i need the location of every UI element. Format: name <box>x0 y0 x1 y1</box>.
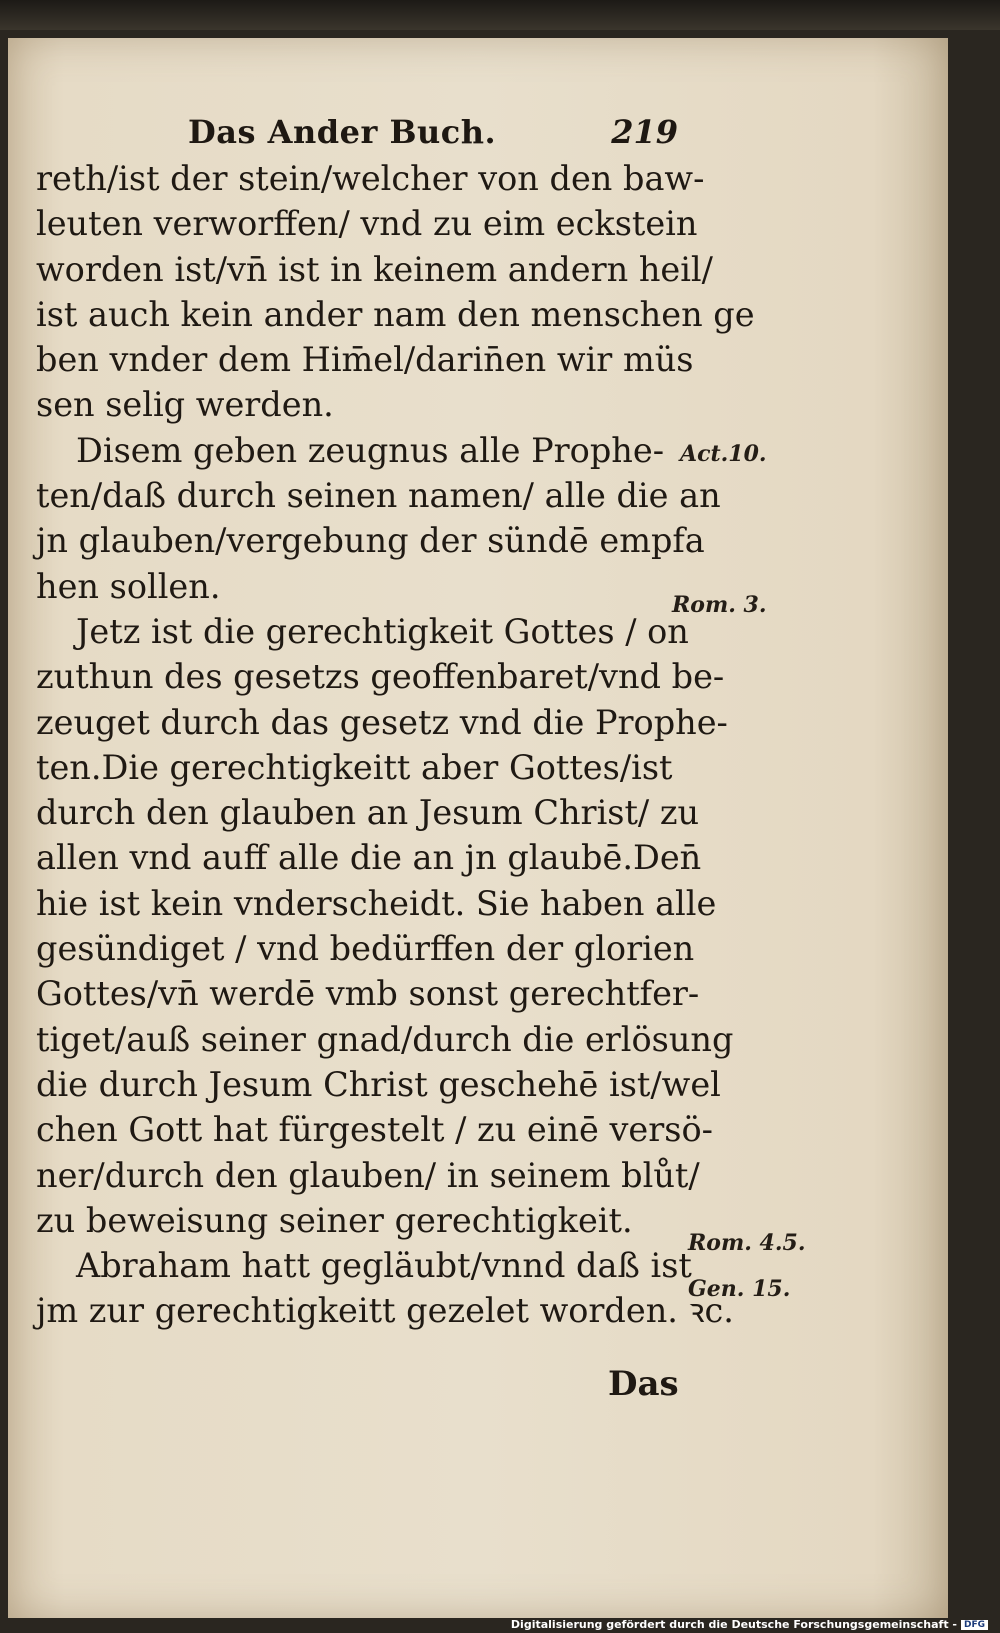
running-header <box>178 108 698 158</box>
book-page <box>8 38 948 1618</box>
margin-note-act: Act.10. <box>680 441 767 467</box>
text-line: chen Gott hat fürgestelt / zu einē versö- <box>36 1110 713 1150</box>
text-line: zeuget durch das gesetz vnd die Prophe- <box>36 702 728 742</box>
dfg-logo: DFG <box>961 1620 988 1630</box>
text-line: zuthun des gesetzs geoffenbaret/vnd be- <box>36 657 725 697</box>
catchword: Das <box>608 1364 679 1404</box>
text-line: sen selig werden. <box>36 385 334 425</box>
text-line: hie ist kein vnderscheidt. Sie haben alle <box>36 883 717 923</box>
text-line: Abraham hatt gegläubt/vnnd daß ist <box>76 1246 692 1286</box>
text-line: jn glauben/vergebung der sündē empfa <box>36 521 705 561</box>
text-line: ten/daß durch seinen namen/ alle die an <box>36 476 721 516</box>
margin-note-rom3: Rom. 3. <box>672 592 767 618</box>
text-line: reth/ist der stein/welcher von den baw- <box>36 159 705 198</box>
text-line: worden ist/vn̄ ist in keinem andern heil/ <box>36 249 713 289</box>
margin-note-rom4: Rom. 4.5. <box>688 1230 806 1256</box>
text-line: leuten verworffen/ vnd zu eim eckstein <box>36 204 698 244</box>
text-line: Disem geben zeugnus alle Prophe- <box>76 430 665 470</box>
text-line: ner/durch den glauben/ in seinem blůt/ <box>36 1155 700 1195</box>
text-line: die durch Jesum Christ geschehē ist/wel <box>36 1064 721 1104</box>
credit-text: Digitalisierung gefördert durch die Deutsche Forschungsgemeinschaft - <box>510 1618 957 1631</box>
text-line: jm zur gerechtigkeitt gezelet worden. ꝛc. <box>36 1291 734 1331</box>
text-line: ist auch kein ander nam den menschen ge <box>36 294 755 334</box>
text-line: zu beweisung seiner gerechtigkeit. <box>36 1200 633 1240</box>
text-line: Gottes/vn̄ werdē vmb sonst gerechtfer- <box>36 974 700 1014</box>
text-line: gesündiget / vnd bedürffen der glorien <box>36 929 695 969</box>
text-line: ben vnder dem Him̄el/darin̄en wir müs <box>36 340 694 380</box>
header-title: Das Ander Buch. <box>188 113 497 151</box>
scanner-edge <box>0 0 1000 30</box>
digitization-credit <box>511 1618 988 1631</box>
margin-note-gen: Gen. 15. <box>688 1276 791 1302</box>
page-number: 219 <box>611 113 678 151</box>
text-line: hen sollen. <box>36 566 221 606</box>
text-line: ten.Die gerechtigkeitt aber Gottes/ist <box>36 747 673 787</box>
text-line: tiget/auß seiner gnad/durch die erlösung <box>36 1019 734 1059</box>
text-line: allen vnd auff alle die an jn glaubē.Den̄ <box>36 838 702 878</box>
text-line: durch den glauben an Jesum Christ/ zu <box>36 793 700 833</box>
text-line: Jetz ist die gerechtigkeit Gottes / on <box>76 611 689 651</box>
